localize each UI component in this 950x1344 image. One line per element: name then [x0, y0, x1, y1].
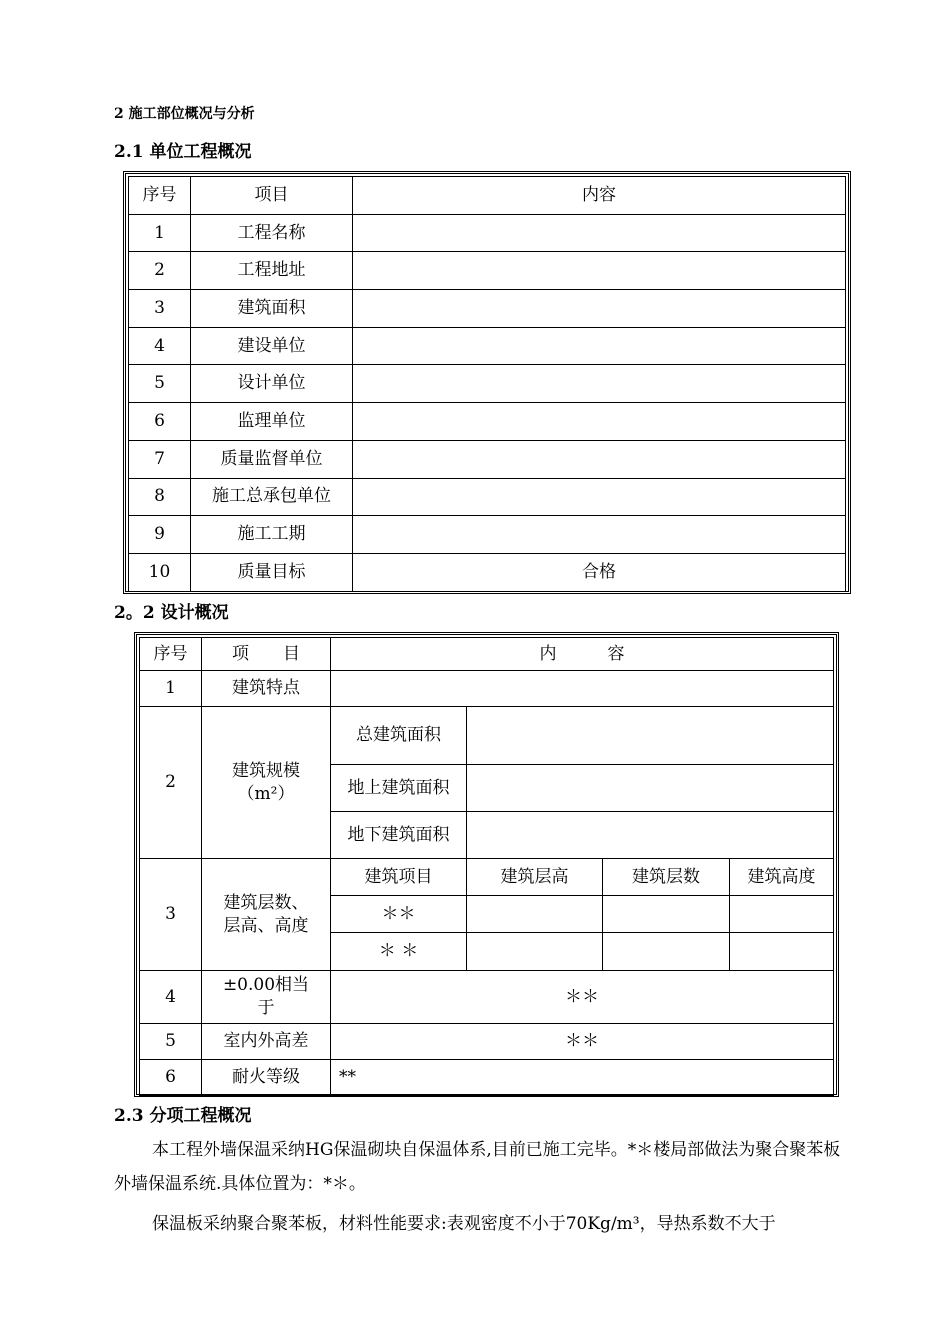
table-row — [129, 553, 846, 591]
header-cell: 项目 — [191, 177, 353, 215]
header-cell: 序号 — [129, 177, 191, 215]
row-number: 5 — [140, 1024, 202, 1060]
sub-header: 建筑层高 — [467, 859, 603, 896]
table-row — [129, 403, 846, 441]
row-item-line: ±0.00相当 — [222, 975, 310, 996]
row-number: 1 — [140, 671, 202, 707]
row-item: 建筑面积 — [191, 290, 353, 328]
row-item: 工程名称 — [191, 214, 353, 252]
unit-overview-heading: 2.1 单位工程概况 — [114, 142, 252, 162]
row-item — [202, 971, 331, 1024]
sub-item: 地上建筑面积 — [331, 765, 467, 812]
row-content — [353, 214, 846, 252]
sub-cell — [730, 896, 834, 933]
sub-cell — [467, 896, 603, 933]
row-content — [331, 671, 834, 707]
row-item-line: 建筑规模 — [232, 760, 300, 781]
table-row — [140, 1060, 834, 1096]
row-item — [202, 859, 331, 971]
row-item: 耐火等级 — [202, 1060, 331, 1096]
row-number: 3 — [140, 859, 202, 971]
row-content: 合格 — [353, 553, 846, 591]
sub-content — [467, 707, 834, 765]
table-row — [140, 859, 834, 896]
row-content — [353, 403, 846, 441]
table-row — [140, 671, 834, 707]
row-number: 6 — [140, 1060, 202, 1096]
row-number: 10 — [129, 553, 191, 591]
row-number: 8 — [129, 478, 191, 516]
row-content — [353, 478, 846, 516]
row-item: 质量监督单位 — [191, 440, 353, 478]
header-cell: 内 容 — [331, 638, 834, 671]
sub-header: 建筑高度 — [730, 859, 834, 896]
row-number: 7 — [129, 440, 191, 478]
unit-overview-table-frame — [123, 171, 851, 594]
row-content — [353, 365, 846, 403]
header-cell: 项 目 — [202, 638, 331, 671]
table-row — [129, 290, 846, 328]
row-content — [353, 290, 846, 328]
row-item: 施工总承包单位 — [191, 478, 353, 516]
table-row — [129, 252, 846, 290]
row-number: 4 — [129, 327, 191, 365]
table-header-row — [140, 638, 834, 671]
row-item-line: 于 — [257, 998, 275, 1018]
sub-cell: ＊ ＊ — [331, 933, 467, 971]
row-item-line: 层高、高度 — [223, 915, 309, 936]
sub-cell — [603, 896, 730, 933]
sub-cell: ＊＊ — [331, 896, 467, 933]
unit-overview-table — [128, 176, 846, 592]
row-content — [353, 327, 846, 365]
row-content — [353, 252, 846, 290]
sub-cell — [467, 933, 603, 971]
table-header-row — [129, 177, 846, 215]
table-row — [140, 707, 834, 765]
sub-item: 总建筑面积 — [331, 707, 467, 765]
row-item: 施工工期 — [191, 516, 353, 554]
design-overview-heading: 2。2 设计概况 — [114, 603, 229, 623]
table-row — [129, 327, 846, 365]
sub-content — [467, 812, 834, 859]
row-number: 4 — [140, 971, 202, 1024]
sub-cell — [603, 933, 730, 971]
table-row — [129, 516, 846, 554]
row-item-line: 建筑层数、 — [223, 892, 309, 913]
row-number: 3 — [129, 290, 191, 328]
paragraph: 本工程外墙保温采纳HG保温砌块自保温体系,目前已施工完毕。*＊楼局部做法为聚合聚苯板外墙保温系统.具体位置为：*＊。 — [114, 1140, 841, 1194]
section-heading: 2 施工部位概况与分析 — [114, 106, 255, 122]
sub-header: 建筑项目 — [331, 859, 467, 896]
table-row — [129, 478, 846, 516]
design-overview-table-frame — [134, 632, 839, 1097]
row-item: 室内外高差 — [202, 1024, 331, 1060]
row-content: ＊＊ — [331, 1024, 834, 1060]
row-item: 监理单位 — [191, 403, 353, 441]
table-row — [129, 214, 846, 252]
row-number: 1 — [129, 214, 191, 252]
row-number: 2 — [129, 252, 191, 290]
row-item — [202, 707, 331, 859]
sub-item: 地下建筑面积 — [331, 812, 467, 859]
row-content: ＊＊ — [331, 971, 834, 1024]
sub-cell — [730, 933, 834, 971]
sub-header: 建筑层数 — [603, 859, 730, 896]
table-row — [129, 440, 846, 478]
table-row — [140, 971, 834, 1024]
sub-overview-heading: 2.3 分项工程概况 — [114, 1106, 252, 1126]
row-item: 建筑特点 — [202, 671, 331, 707]
row-number: 9 — [129, 516, 191, 554]
sub-content — [467, 765, 834, 812]
table-row — [140, 1024, 834, 1060]
row-item: 设计单位 — [191, 365, 353, 403]
row-number: 2 — [140, 707, 202, 859]
row-number: 5 — [129, 365, 191, 403]
row-item-line: （m²） — [237, 783, 295, 804]
header-cell: 内容 — [353, 177, 846, 215]
design-overview-table — [139, 637, 834, 1096]
header-cell: 序号 — [140, 638, 202, 671]
row-content: ** — [331, 1060, 834, 1096]
table-row — [129, 365, 846, 403]
row-item: 建设单位 — [191, 327, 353, 365]
row-item: 质量目标 — [191, 553, 353, 591]
row-content — [353, 516, 846, 554]
row-number: 6 — [129, 403, 191, 441]
paragraph: 保温板采纳聚合聚苯板，材料性能要求:表观密度不小于70Kg/m³，导热系数不大于 — [152, 1214, 776, 1234]
row-content — [353, 440, 846, 478]
row-item: 工程地址 — [191, 252, 353, 290]
